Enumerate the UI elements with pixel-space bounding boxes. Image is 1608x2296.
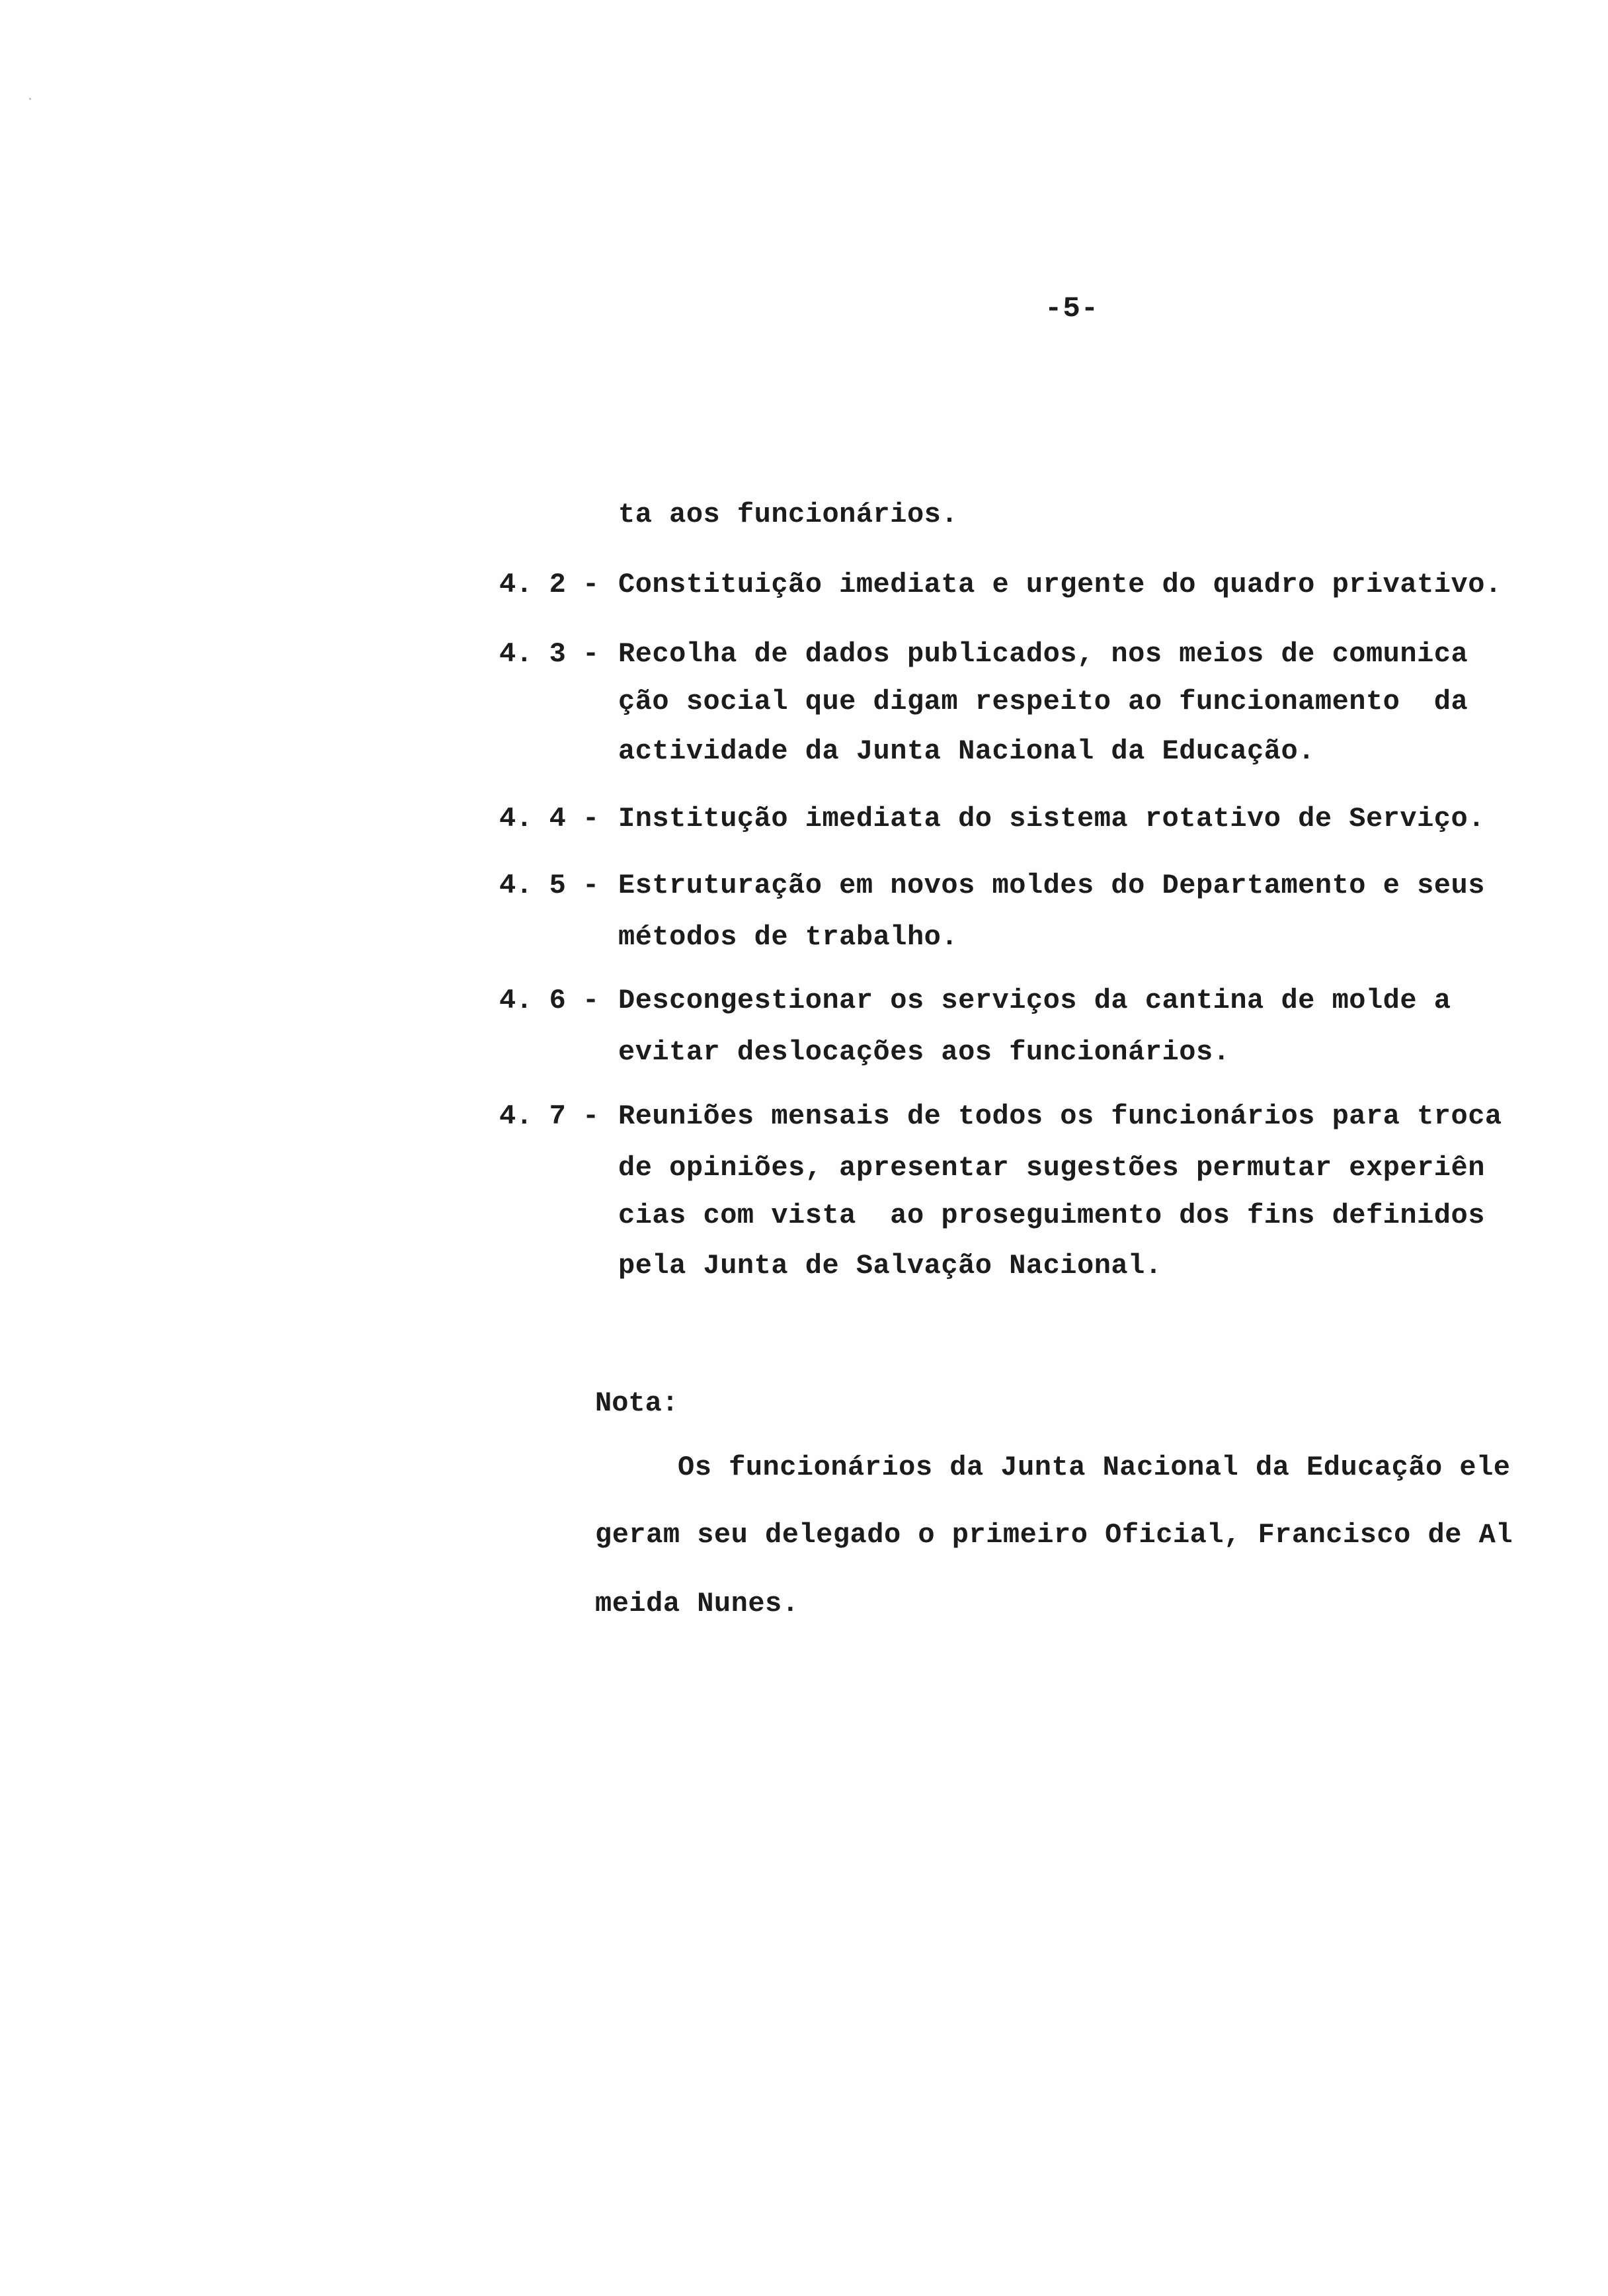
item-4-3-line-2: ção social que digam respeito ao funcionamento da bbox=[618, 686, 1468, 718]
nota-label: Nota: bbox=[595, 1387, 679, 1419]
item-number-4-2: 4. 2 - bbox=[499, 569, 600, 600]
item-number-4-7: 4. 7 - bbox=[499, 1100, 600, 1132]
continuation-line: ta aos funcionários. bbox=[618, 499, 959, 530]
item-4-7-line-4: pela Junta de Salvação Nacional. bbox=[618, 1250, 1162, 1282]
page-number: -5- bbox=[1045, 292, 1100, 325]
item-4-7-line-2: de opiniões, apresentar sugestões permutar experiên bbox=[618, 1152, 1485, 1184]
item-number-4-4: 4. 4 - bbox=[499, 803, 600, 835]
nota-line-3: meida Nunes. bbox=[595, 1588, 799, 1620]
nota-line-1: Os funcionários da Junta Nacional da Educação ele bbox=[678, 1452, 1511, 1483]
item-4-5-line-2: métodos de trabalho. bbox=[618, 921, 959, 953]
item-4-3-line-1: Recolha de dados publicados, nos meios de comunica bbox=[618, 638, 1468, 670]
scan-speck bbox=[29, 98, 31, 100]
item-number-4-6: 4. 6 - bbox=[499, 985, 600, 1016]
item-4-3-line-3: actividade da Junta Nacional da Educação. bbox=[618, 735, 1315, 767]
item-4-2-line-1: Constituição imediata e urgente do quadro privativo. bbox=[618, 569, 1502, 600]
item-number-4-3: 4. 3 - bbox=[499, 638, 600, 670]
item-number-4-5: 4. 5 - bbox=[499, 870, 600, 901]
item-4-6-line-1: Descongestionar os serviços da cantina de molde a bbox=[618, 985, 1451, 1016]
item-4-5-line-1: Estruturação em novos moldes do Departamento e seus bbox=[618, 870, 1485, 901]
item-4-7-line-1: Reuniões mensais de todos os funcionários para troca bbox=[618, 1100, 1502, 1132]
item-4-7-line-3: cias com vista ao proseguimento dos fins definidos bbox=[618, 1200, 1485, 1231]
item-4-4-line-1: Institução imediata do sistema rotativo de Serviço. bbox=[618, 803, 1485, 835]
item-4-6-line-2: evitar deslocações aos funcionários. bbox=[618, 1036, 1230, 1068]
nota-line-2: geram seu delegado o primeiro Oficial, Francisco de Al bbox=[595, 1519, 1513, 1551]
